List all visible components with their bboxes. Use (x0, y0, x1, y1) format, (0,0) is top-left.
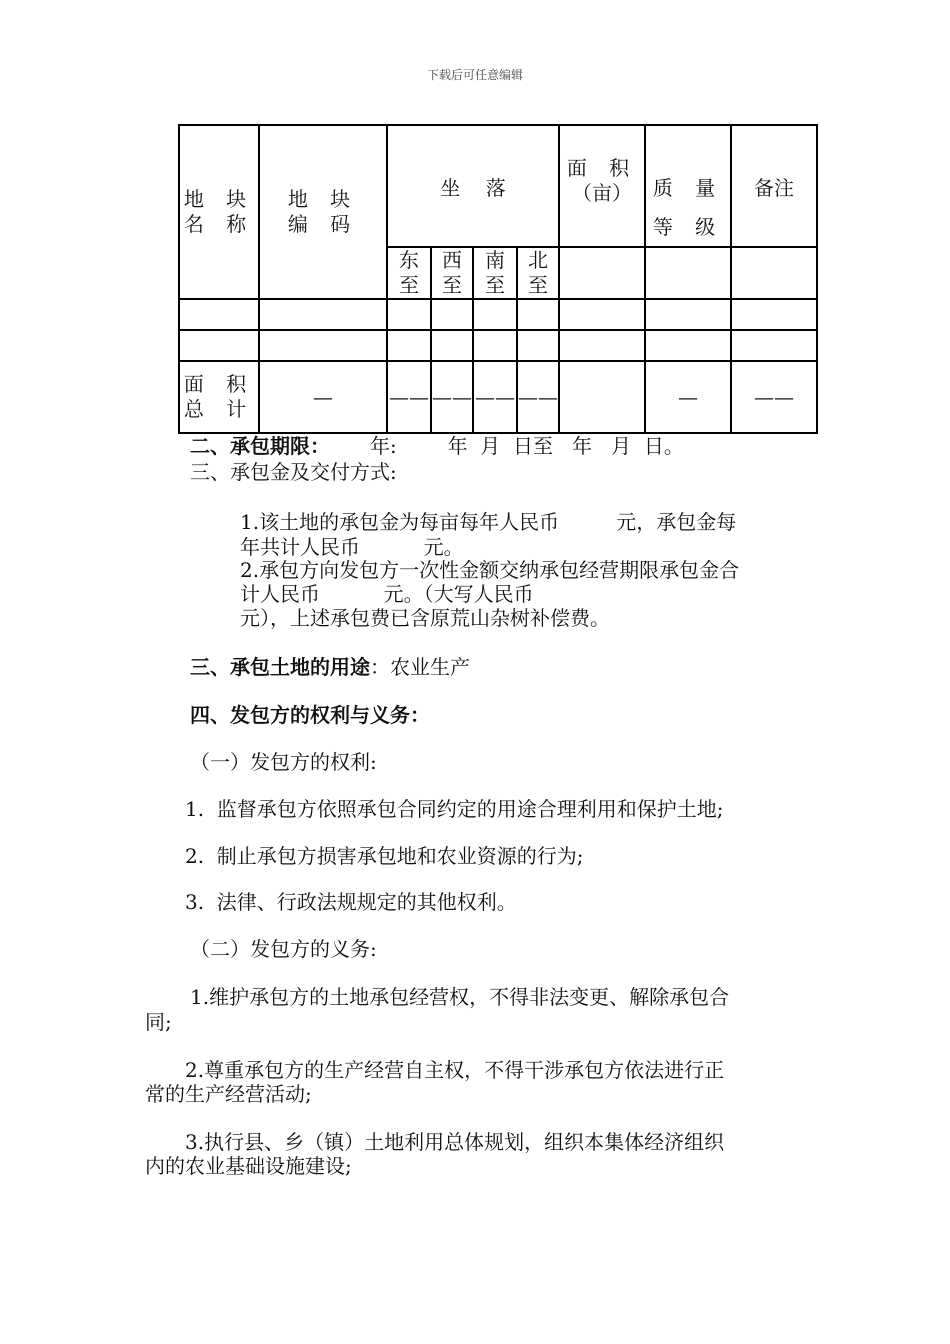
empty-cell (559, 247, 645, 299)
use-line (190, 655, 470, 680)
header-text: 编 码 (287, 212, 359, 236)
empty-cell (731, 247, 817, 299)
land-plot-table (178, 124, 818, 434)
duty-2-line1: 2.尊重承包方的生产经营自主权，不得干涉承包方依法进行正 (185, 1058, 725, 1082)
empty-cell (645, 247, 731, 299)
sub-text: 南 (485, 248, 505, 272)
total-text: 总 计 (183, 397, 255, 421)
total-dash: —— (387, 361, 431, 433)
header-text: 地 块 (183, 187, 255, 211)
rights-item-3: 3. 法律、行政法规规定的其他权利。 (185, 890, 517, 914)
duty-2-line2: 常的生产经营活动; (145, 1082, 312, 1106)
rights-sub1: （一）发包方的权利: (190, 750, 377, 774)
sub-west (431, 247, 473, 299)
rights-item-2: 2. 制止承包方损害承包地和农业资源的行为; (185, 844, 584, 868)
header-area (559, 125, 645, 247)
header-text: （亩） (572, 181, 632, 205)
duty-3-line2: 内的农业基础设施建设; (145, 1154, 352, 1178)
header-remark: 备注 (731, 125, 817, 247)
term-text: 年: 年 月 日至 年 月 日。 (370, 434, 684, 458)
total-area-label (179, 361, 259, 433)
header-text: 地 块 (287, 187, 359, 211)
sub-east (387, 247, 431, 299)
empty-cell (559, 361, 645, 433)
total-dash: —— (517, 361, 559, 433)
term-label: 二、承包期限： (190, 434, 330, 458)
use-value: ：农业生产 (370, 655, 470, 679)
sub-north (517, 247, 559, 299)
total-dash: —— (473, 361, 517, 433)
table-row (179, 330, 817, 361)
sub-text: 至 (528, 273, 548, 297)
sub-text: 西 (442, 248, 462, 272)
header-location: 坐 落 (387, 125, 559, 247)
fee-p1-line2: 年共计人民币 元。 (240, 535, 464, 559)
duty-1-line1: 1.维护承包方的土地承包经营权，不得非法变更、解除承包合 (190, 985, 730, 1009)
total-text: 面 积 (183, 372, 255, 396)
header-text: 等 级 (652, 215, 724, 239)
sub-text: 东 (399, 248, 419, 272)
header-text: 面 积 (566, 156, 638, 180)
sub-text: 北 (528, 248, 548, 272)
total-dash: — (645, 361, 731, 433)
table-header-row (179, 125, 817, 247)
total-dash: —— (731, 361, 817, 433)
fee-p2-line3: 元），上述承包费已含原荒山杂树补偿费。 (240, 606, 610, 630)
use-label: 三、承包土地的用途 (190, 655, 370, 679)
page-header-note: 下载后可任意编辑 (426, 68, 523, 82)
header-plot-code (259, 125, 387, 299)
sub-text: 至 (485, 273, 505, 297)
duty-1-line2: 同; (145, 1010, 172, 1034)
rights-item-1: 1. 监督承包方依照承包合同约定的用途合理利用和保护土地; (185, 797, 724, 821)
total-dash: —— (431, 361, 473, 433)
duty-3-line1: 3.执行县、乡（镇）土地利用总体规划，组织本集体经济组织 (185, 1130, 725, 1154)
duties-sub2: （二）发包方的义务: (190, 937, 377, 961)
header-text: 质 量 (652, 176, 724, 200)
header-plot-name (179, 125, 259, 299)
header-text: 名 称 (183, 212, 255, 236)
fee-heading: 三、承包金及交付方式: (190, 460, 397, 484)
header-quality (645, 125, 731, 247)
table-total-row (179, 361, 817, 433)
rights-heading: 四、发包方的权利与义务： (190, 703, 430, 727)
table-row (179, 299, 817, 330)
fee-p2-line1: 2.承包方向发包方一次性金额交纳承包经营期限承包金合 (240, 558, 740, 582)
term-line (190, 434, 684, 459)
sub-south (473, 247, 517, 299)
total-dash: — (259, 361, 387, 433)
sub-text: 至 (442, 273, 462, 297)
fee-p2-line2: 计人民币 元。（大写人民币 (240, 582, 534, 606)
sub-text: 至 (399, 273, 419, 297)
fee-p1-line1: 1.该土地的承包金为每亩每年人民币 元，承包金每 (240, 510, 737, 534)
